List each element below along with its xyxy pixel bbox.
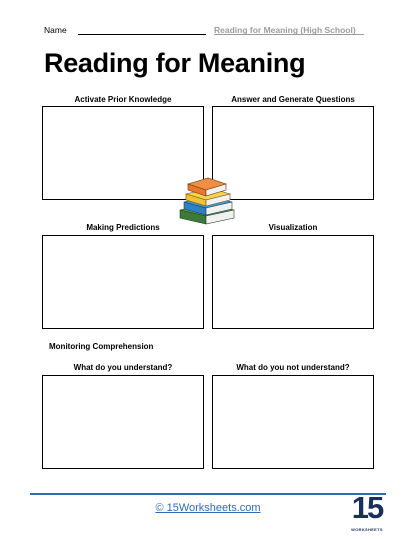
logo-number: 15 — [351, 490, 383, 525]
footer-site-link[interactable]: © 15Worksheets.com — [155, 502, 261, 514]
name-field-line[interactable] — [78, 34, 206, 35]
making-predictions-box[interactable] — [42, 235, 204, 329]
stacked-books-icon — [178, 174, 236, 228]
visualization-box[interactable] — [212, 235, 374, 329]
what-understand-label: What do you understand? — [73, 363, 173, 372]
name-label: Name — [44, 25, 67, 35]
answer-generate-questions-label: Answer and Generate Questions — [231, 95, 355, 104]
activate-prior-knowledge-label: Activate Prior Knowledge — [74, 95, 172, 104]
worksheet-subtitle: Reading for Meaning (High School) — [214, 25, 356, 35]
answer-generate-questions-box[interactable] — [212, 106, 374, 200]
15worksheets-logo — [350, 490, 384, 536]
making-predictions-label: Making Predictions — [86, 223, 160, 232]
what-not-understand-label: What do you not understand? — [236, 363, 350, 372]
monitoring-comprehension-label: Monitoring Comprehension — [49, 342, 154, 351]
what-not-understand-box[interactable] — [212, 375, 374, 469]
what-understand-box[interactable] — [42, 375, 204, 469]
logo-wordmark: WORKSHEETS — [351, 527, 383, 532]
page-title: Reading for Meaning — [44, 48, 306, 78]
subtitle-underline — [214, 34, 364, 35]
visualization-label: Visualization — [268, 223, 318, 232]
footer-divider — [30, 493, 386, 495]
